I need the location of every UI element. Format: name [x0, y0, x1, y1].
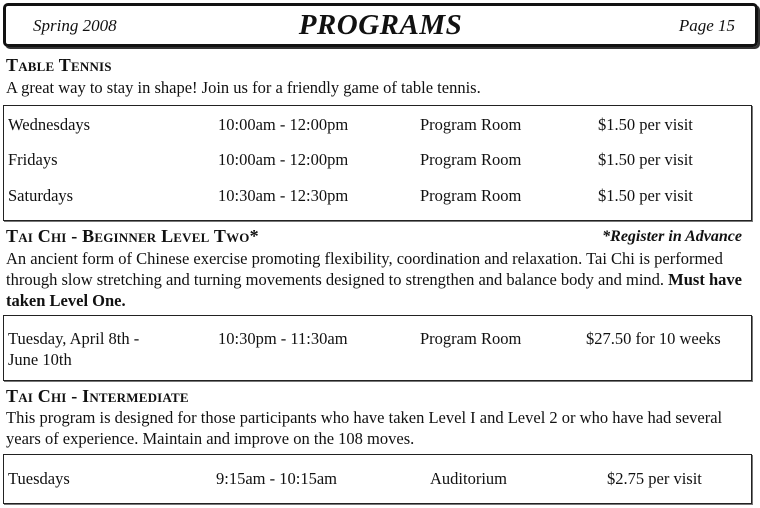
schedule-table	[3, 315, 752, 381]
section-title: Tai Chi - Intermediate	[6, 386, 189, 406]
schedule-day: Saturdays	[8, 186, 74, 205]
schedule-table	[3, 105, 752, 221]
schedule-location: Program Room	[420, 150, 522, 169]
schedule-time: 10:30pm - 11:30am	[218, 329, 348, 348]
schedule-day: Tuesdays	[8, 469, 70, 488]
section-title: Tai Chi - Beginner Level Two*	[6, 226, 259, 246]
schedule-location: Program Room	[420, 329, 522, 348]
season-label: Spring 2008	[33, 16, 117, 35]
schedule-row	[4, 142, 751, 178]
requirement-note: Must have taken Level One.	[6, 270, 742, 310]
schedule-day: Wednesdays	[8, 115, 91, 134]
schedule-table	[3, 454, 752, 504]
schedule-price: $1.50 per visit	[598, 115, 693, 134]
schedule-price: $2.75 per visit	[607, 469, 702, 488]
schedule-day: Fridays	[8, 150, 58, 169]
schedule-price: $27.50 for 10 weeks	[586, 329, 721, 348]
schedule-row	[4, 316, 751, 380]
section-description: This program is designed for those participants who have taken Level I and Level 2 or who have had several years of experience. Maintain and improve on the 108 moves.	[6, 408, 723, 448]
schedule-row	[4, 106, 751, 142]
schedule-time: 9:15am - 10:15am	[216, 469, 337, 488]
schedule-day: Tuesday, April 8th - June 10th	[8, 329, 140, 369]
schedule-price: $1.50 per visit	[598, 186, 693, 205]
page-header	[3, 3, 758, 47]
schedule-price: $1.50 per visit	[598, 150, 693, 169]
schedule-time: 10:30am - 12:30pm	[218, 186, 349, 205]
schedule-time: 10:00am - 12:00pm	[218, 150, 349, 169]
section-description: An ancient form of Chinese exercise promoting flexibility, coordination and relaxation. Tai Chi is performed through slow stretching and turning movements designed to strengthen and balance body and mind. Must have taken Level One.	[6, 249, 742, 310]
register-note: *Register in Advance	[602, 228, 742, 245]
schedule-location: Program Room	[420, 115, 522, 134]
schedule-location: Auditorium	[430, 469, 507, 488]
page-number: Page 15	[678, 16, 735, 35]
page-title: PROGRAMS	[298, 9, 463, 41]
section-title: Table Tennis	[6, 55, 112, 75]
section-description: A great way to stay in shape! Join us for a friendly game of table tennis.	[6, 78, 481, 97]
schedule-time: 10:00am - 12:00pm	[218, 115, 349, 134]
schedule-row	[4, 178, 751, 220]
schedule-location: Program Room	[420, 186, 522, 205]
schedule-row	[4, 455, 751, 503]
